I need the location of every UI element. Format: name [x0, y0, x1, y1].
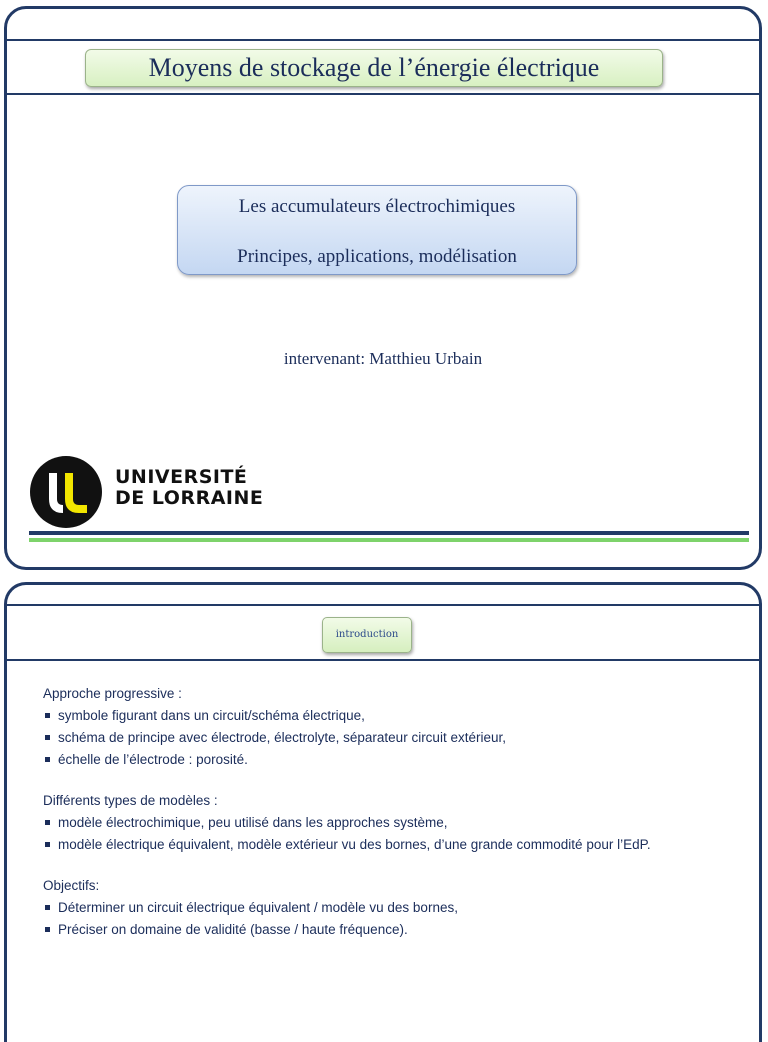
footer-green-stripe	[29, 538, 749, 542]
header-rule	[7, 604, 759, 606]
subtitle-line-1: Les accumulateurs électrochimiques	[238, 196, 516, 217]
header-rule-bottom	[7, 659, 759, 661]
bullet-item: schéma de principe avec électrode, électrolyte, séparateur circuit extérieur,	[43, 727, 739, 749]
section-label: introduction	[322, 617, 412, 653]
bullet-item: Déterminer un circuit électrique équivalent / modèle vu des bornes,	[43, 897, 739, 919]
subtitle-line-2: Principes, applications, modélisation	[237, 246, 517, 267]
subtitle-box	[177, 185, 577, 275]
bullet-item: symbole figurant dans un circuit/schéma électrique,	[43, 705, 739, 727]
footer-stripe	[29, 531, 749, 535]
block-heading: Objectifs:	[43, 878, 100, 893]
slide-title: Moyens de stockage de l’énergie électrique	[85, 49, 663, 87]
bullet-item: modèle électrique équivalent, modèle extérieur vu des bornes, d’une grande commodité pour l’EdP.	[43, 834, 739, 856]
header-rule	[7, 39, 759, 41]
university-logo	[29, 455, 269, 529]
speaker-line: intervenant: Matthieu Urbain	[283, 349, 483, 368]
bullet-list	[43, 812, 739, 856]
block-heading: Différents types de modèles :	[43, 793, 218, 808]
bullet-list	[43, 897, 739, 941]
bullet-list	[43, 705, 739, 771]
header-rule-bottom	[7, 93, 759, 95]
logo-text	[115, 467, 263, 509]
slide-content	[43, 683, 739, 941]
bullet-item: échelle de l’électrode : porosité.	[43, 749, 739, 771]
title-slide	[4, 6, 762, 570]
logo-line-2: DE LORRAINE	[115, 487, 264, 509]
universite-de-lorraine-logo-icon	[29, 455, 105, 529]
introduction-slide	[4, 582, 762, 1042]
bullet-item: modèle électrochimique, peu utilisé dans les approches système,	[43, 812, 739, 834]
block-heading: Approche progressive :	[43, 686, 182, 701]
logo-line-1: UNIVERSITÉ	[115, 466, 248, 488]
bullet-item: Préciser on domaine de validité (basse / haute fréquence).	[43, 919, 739, 941]
